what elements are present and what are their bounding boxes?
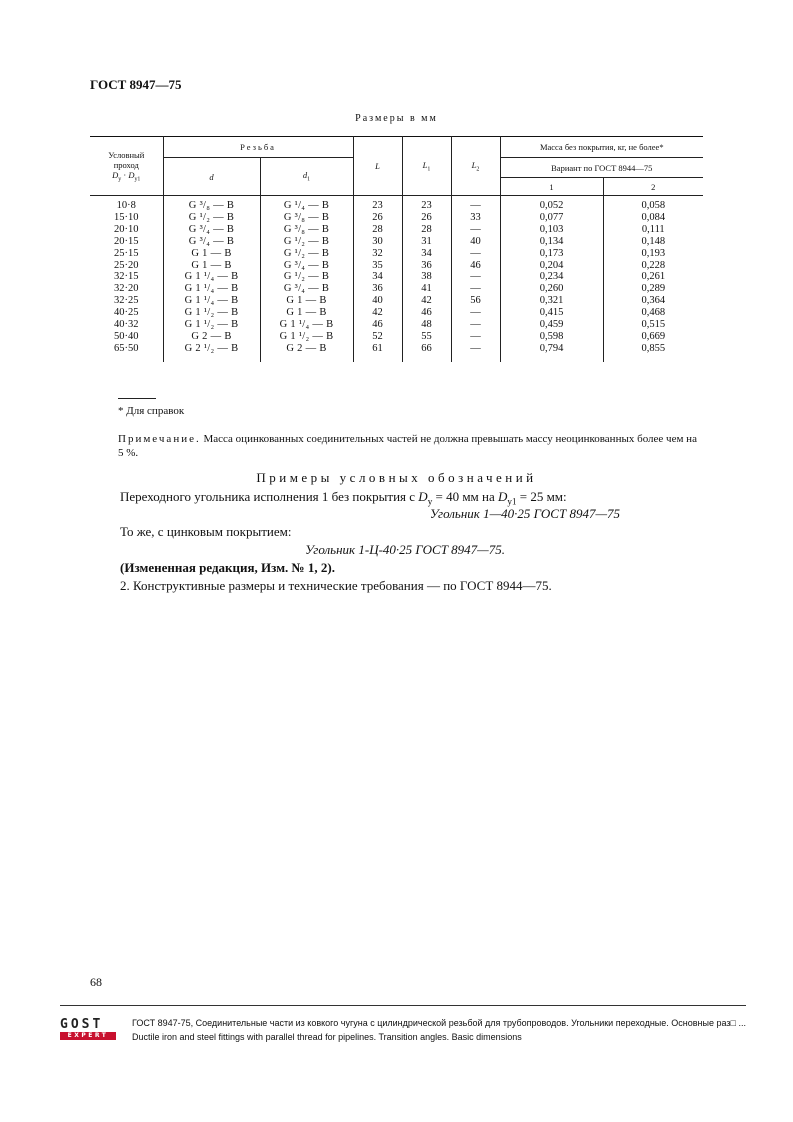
logo-bottom-band: EXPERT (60, 1032, 116, 1040)
cell-passage: 25·15 (90, 248, 163, 260)
footnote: * Для справок (118, 405, 185, 417)
cell-m1: 0,415 (500, 307, 603, 319)
cell-passage: 50·40 (90, 331, 163, 343)
cell-d: G ¹/₂ — B (163, 212, 260, 224)
page-number: 68 (90, 975, 102, 989)
cell-l1: 41 (402, 283, 451, 295)
cell-m1: 0,204 (500, 260, 603, 272)
cell-d: G ³/₄ — B (163, 224, 260, 236)
cell-passage: 40·32 (90, 319, 163, 331)
table-row (90, 236, 703, 248)
cell-l2: — (451, 307, 500, 319)
cell-d: G 1 — B (163, 260, 260, 272)
cell-l2: — (451, 224, 500, 236)
table-row (90, 343, 703, 362)
table-body (90, 196, 703, 362)
cell-l1: 46 (402, 307, 451, 319)
cell-m1: 0,173 (500, 248, 603, 260)
cell-d1: G 1 — B (260, 307, 353, 319)
cell-m2: 0,193 (603, 248, 703, 260)
cell-m1: 0,321 (500, 295, 603, 307)
cell-m1: 0,234 (500, 271, 603, 283)
cell-d: G 1 ¹/₄ — B (163, 295, 260, 307)
note-label: Примечание. (118, 433, 201, 445)
cell-d1: G ¹/₄ — B (260, 196, 353, 212)
table-row (90, 196, 703, 212)
dimensions-table (90, 136, 703, 362)
header-d1: $d_1$ (260, 158, 353, 196)
cell-d1: G ¹/₂ — B (260, 236, 353, 248)
cell-l1: 28 (402, 224, 451, 236)
cell-m2: 0,111 (603, 224, 703, 236)
cell-l: 28 (353, 224, 402, 236)
cell-m2: 0,855 (603, 343, 703, 362)
cell-m2: 0,084 (603, 212, 703, 224)
header-thread-group: Резьба (163, 137, 353, 158)
table-row (90, 283, 703, 295)
cell-l: 34 (353, 271, 402, 283)
document-header: ГОСТ 8947—75 (90, 77, 182, 92)
footer-divider (60, 1005, 746, 1006)
cell-m1: 0,459 (500, 319, 603, 331)
cell-d: G 2 ¹/₂ — B (163, 343, 260, 362)
example-2-text: То же, с цинковым покрытием: (120, 524, 292, 539)
cell-passage: 32·25 (90, 295, 163, 307)
cell-l1: 66 (402, 343, 451, 362)
cell-l2: — (451, 271, 500, 283)
cell-m1: 0,077 (500, 212, 603, 224)
units-caption: Размеры в мм (355, 113, 438, 124)
cell-l: 26 (353, 212, 402, 224)
cell-d1: G ¹/₂ — B (260, 248, 353, 260)
cell-l: 61 (353, 343, 402, 362)
cell-m1: 0,598 (500, 331, 603, 343)
cell-l1: 26 (402, 212, 451, 224)
cell-d1: G ³/₈ — B (260, 224, 353, 236)
footer-title-en-link[interactable]: Ductile iron and steel fittings with parallel thread for pipelines. Transition angles. Basic dimensions (132, 1032, 522, 1042)
cell-passage: 20·10 (90, 224, 163, 236)
table-row (90, 271, 703, 283)
example-1-designation: Угольник 1—40·25 ГОСТ 8947—75 (429, 506, 620, 521)
cell-d1: G 1 ¹/₂ — B (260, 331, 353, 343)
clause-2: 2. Конструктивные размеры и технические требования — по ГОСТ 8944—75. (120, 578, 552, 593)
header-variant: Вариант по ГОСТ 8944—75 (500, 158, 703, 178)
table-row (90, 260, 703, 272)
cell-d: G ³/₈ — B (163, 196, 260, 212)
cell-l2: 33 (451, 212, 500, 224)
cell-m2: 0,228 (603, 260, 703, 272)
cell-l1: 48 (402, 319, 451, 331)
examples-heading: Примеры условных обозначений (256, 470, 537, 485)
cell-l2: — (451, 319, 500, 331)
cell-passage: 32·20 (90, 283, 163, 295)
table-row (90, 295, 703, 307)
cell-m2: 0,261 (603, 271, 703, 283)
cell-passage: 32·15 (90, 271, 163, 283)
cell-d1: G 1 — B (260, 295, 353, 307)
cell-m2: 0,148 (603, 236, 703, 248)
cell-d: G 1 ¹/₂ — B (163, 319, 260, 331)
logo-top-text: GOST (60, 1017, 104, 1032)
cell-l: 46 (353, 319, 402, 331)
header-L: L (353, 137, 402, 196)
cell-l2: — (451, 196, 500, 212)
header-nominal-passage: Условный проход $D_y \cdot D_{y1}$ (90, 137, 163, 196)
cell-d: G 1 ¹/₄ — B (163, 271, 260, 283)
cell-l1: 36 (402, 260, 451, 272)
cell-l: 23 (353, 196, 402, 212)
cell-passage: 40·25 (90, 307, 163, 319)
cell-l: 36 (353, 283, 402, 295)
example-1-text: Переходного угольника исполнения 1 без покрытия с $D_y = 40$ мм на $D_{y1} = 25$ мм: (120, 489, 567, 507)
cell-l: 52 (353, 331, 402, 343)
header-d: d (163, 158, 260, 196)
cell-m2: 0,364 (603, 295, 703, 307)
cell-d1: G ³/₄ — B (260, 260, 353, 272)
cell-l1: 34 (402, 248, 451, 260)
cell-m1: 0,260 (500, 283, 603, 295)
cell-d1: G 2 — B (260, 343, 353, 362)
cell-m1: 0,103 (500, 224, 603, 236)
example-2-designation: Угольник 1-Ц-40·25 ГОСТ 8947—75. (305, 542, 505, 557)
cell-passage: 25·20 (90, 260, 163, 272)
gost-expert-logo[interactable] (60, 1018, 116, 1040)
cell-m2: 0,058 (603, 196, 703, 212)
header-variant-2: 2 (603, 178, 703, 196)
cell-l: 42 (353, 307, 402, 319)
note-paragraph (118, 432, 703, 460)
cell-m1: 0,134 (500, 236, 603, 248)
header-L2: $L_2$ (451, 137, 500, 196)
table-row (90, 331, 703, 343)
cell-passage: 10·8 (90, 196, 163, 212)
cell-l: 32 (353, 248, 402, 260)
cell-l2: — (451, 248, 500, 260)
cell-l2: — (451, 283, 500, 295)
cell-m1: 0,052 (500, 196, 603, 212)
table-row (90, 224, 703, 236)
cell-l: 40 (353, 295, 402, 307)
cell-d1: G ³/₈ — B (260, 212, 353, 224)
cell-d: G 1 ¹/₄ — B (163, 283, 260, 295)
cell-l2: — (451, 331, 500, 343)
amendment-note: (Измененная редакция, Изм. № 1, 2). (120, 560, 335, 575)
cell-d: G 1 ¹/₂ — B (163, 307, 260, 319)
cell-l1: 31 (402, 236, 451, 248)
cell-d1: G 1 ¹/₄ — B (260, 319, 353, 331)
cell-d: G 2 — B (163, 331, 260, 343)
cell-d: G ³/₄ — B (163, 236, 260, 248)
cell-passage: 15·10 (90, 212, 163, 224)
cell-l: 30 (353, 236, 402, 248)
cell-d: G 1 — B (163, 248, 260, 260)
cell-l2: 56 (451, 295, 500, 307)
header-variant-1: 1 (500, 178, 603, 196)
cell-passage: 20·15 (90, 236, 163, 248)
cell-l: 35 (353, 260, 402, 272)
header-L1: $L_1$ (402, 137, 451, 196)
table-row (90, 212, 703, 224)
cell-m1: 0,794 (500, 343, 603, 362)
cell-m2: 0,468 (603, 307, 703, 319)
table-row (90, 307, 703, 319)
cell-d1: G ³/₄ — B (260, 283, 353, 295)
cell-l1: 23 (402, 196, 451, 212)
cell-l1: 38 (402, 271, 451, 283)
cell-m2: 0,289 (603, 283, 703, 295)
cell-d1: G ¹/₂ — B (260, 271, 353, 283)
cell-m2: 0,515 (603, 319, 703, 331)
footer-title-ru-link[interactable]: ГОСТ 8947-75, Соединительные части из ковкого чугуна с цилиндрической резьбой для трубопроводов. Угольники переходные. Основные раз□ ... (132, 1018, 746, 1028)
header-mass-group: Масса без покрытия, кг, не более* (500, 137, 703, 158)
note-text: Масса оцинкованных соединительных частей не должна превышать массу неоцинкованных более чем на 5 %. (118, 433, 697, 459)
cell-passage: 65·50 (90, 343, 163, 362)
cell-l1: 55 (402, 331, 451, 343)
footnote-divider (118, 398, 156, 399)
cell-l2: — (451, 343, 500, 362)
cell-l2: 46 (451, 260, 500, 272)
table-row (90, 319, 703, 331)
table-row (90, 248, 703, 260)
cell-m2: 0,669 (603, 331, 703, 343)
cell-l2: 40 (451, 236, 500, 248)
cell-l1: 42 (402, 295, 451, 307)
